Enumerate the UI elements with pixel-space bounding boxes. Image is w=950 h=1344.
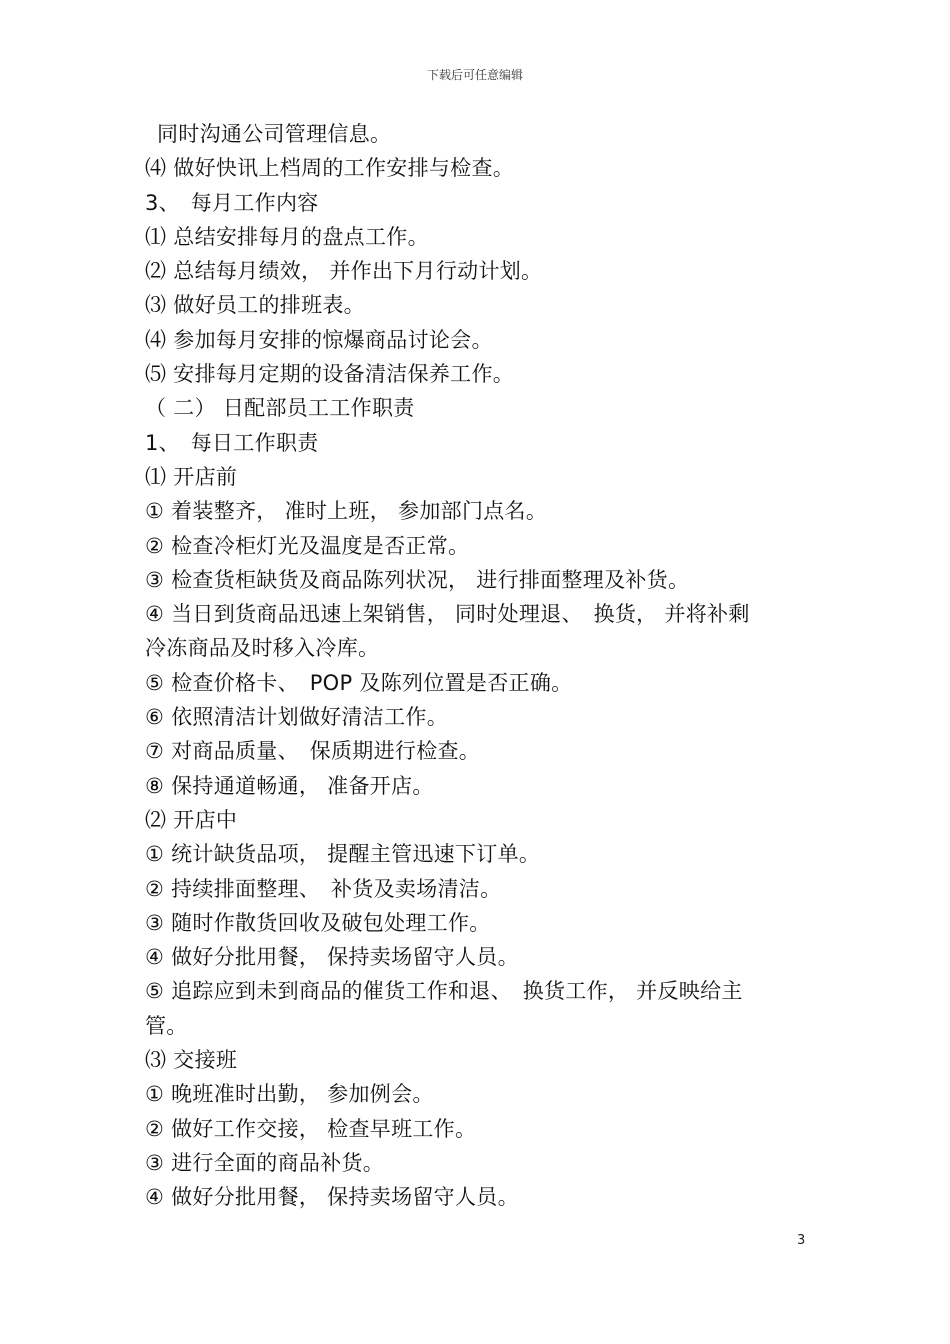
page-number: 3 bbox=[797, 1233, 806, 1248]
text-line: ② 持续排面整理、 补货及卖场清洁。 bbox=[145, 876, 502, 901]
text-line: ④ 做好分批用餐， 保持卖场留守人员。 bbox=[145, 945, 519, 970]
text-line: ① 统计缺货品项， 提醒主管迅速下订单。 bbox=[145, 842, 541, 867]
text-line: ⑤ 检查价格卡、 POP 及陈列位置是否正确。 bbox=[145, 670, 573, 695]
text-line: （ 二） 日配部员工工作职责 bbox=[145, 396, 415, 421]
text-line: 冷冻商品及时移入冷库。 bbox=[145, 636, 380, 661]
text-line: 1、 每日工作职责 bbox=[145, 430, 319, 455]
text-line: ⑵ 开店中 bbox=[145, 807, 238, 832]
text-line: ② 检查冷柜灯光及温度是否正常。 bbox=[145, 533, 470, 558]
text-line: ④ 做好分批用餐， 保持卖场留守人员。 bbox=[145, 1185, 519, 1210]
text-line: 管。 bbox=[145, 1013, 188, 1038]
text-line: ⑴ 开店前 bbox=[145, 464, 238, 489]
text-line: ③ 进行全面的商品补货。 bbox=[145, 1150, 385, 1175]
text-line: ⑶ 交接班 bbox=[145, 1048, 238, 1073]
text-line: ⑵ 总结每月绩效， 并作出下月行动计划。 bbox=[145, 259, 543, 284]
text-line: ③ 随时作散货回收及破包处理工作。 bbox=[145, 910, 491, 935]
text-line: ⑶ 做好员工的排班表。 bbox=[145, 293, 365, 318]
text-line: 3、 每月工作内容 bbox=[145, 190, 319, 215]
text-line: ⑧ 保持通道畅通， 准备开店。 bbox=[145, 773, 434, 798]
text-line: ④ 当日到货商品迅速上架销售， 同时处理退、 换货， 并将补剩 bbox=[145, 602, 750, 627]
text-line: 同时沟通公司管理信息。 bbox=[157, 122, 392, 146]
text-line: ⑷ 参加每月安排的惊爆商品讨论会。 bbox=[145, 327, 493, 352]
text-line: ⑷ 做好快讯上档周的工作安排与检查。 bbox=[145, 156, 515, 181]
document-body bbox=[145, 117, 825, 1215]
text-line: ② 做好工作交接， 检查早班工作。 bbox=[145, 1116, 477, 1141]
text-line: ③ 检查货柜缺货及商品陈列状况， 进行排面整理及补货。 bbox=[145, 567, 690, 592]
text-line: ⑤ 追踪应到未到商品的催货工作和退、 换货工作， 并反映给主 bbox=[145, 979, 743, 1004]
text-line: ① 着装整齐， 准时上班， 参加部门点名。 bbox=[145, 499, 548, 524]
text-line: ① 晚班准时出勤， 参加例会。 bbox=[145, 1082, 434, 1107]
text-line: ⑸ 安排每月定期的设备清洁保养工作。 bbox=[145, 362, 515, 387]
text-line: ⑥ 依照清洁计划做好清洁工作。 bbox=[145, 705, 449, 730]
page-header: 下载后可任意编辑 bbox=[426, 68, 523, 82]
text-line: ⑴ 总结安排每月的盘点工作。 bbox=[145, 224, 429, 249]
text-line: ⑦ 对商品质量、 保质期进行检查。 bbox=[145, 739, 481, 764]
